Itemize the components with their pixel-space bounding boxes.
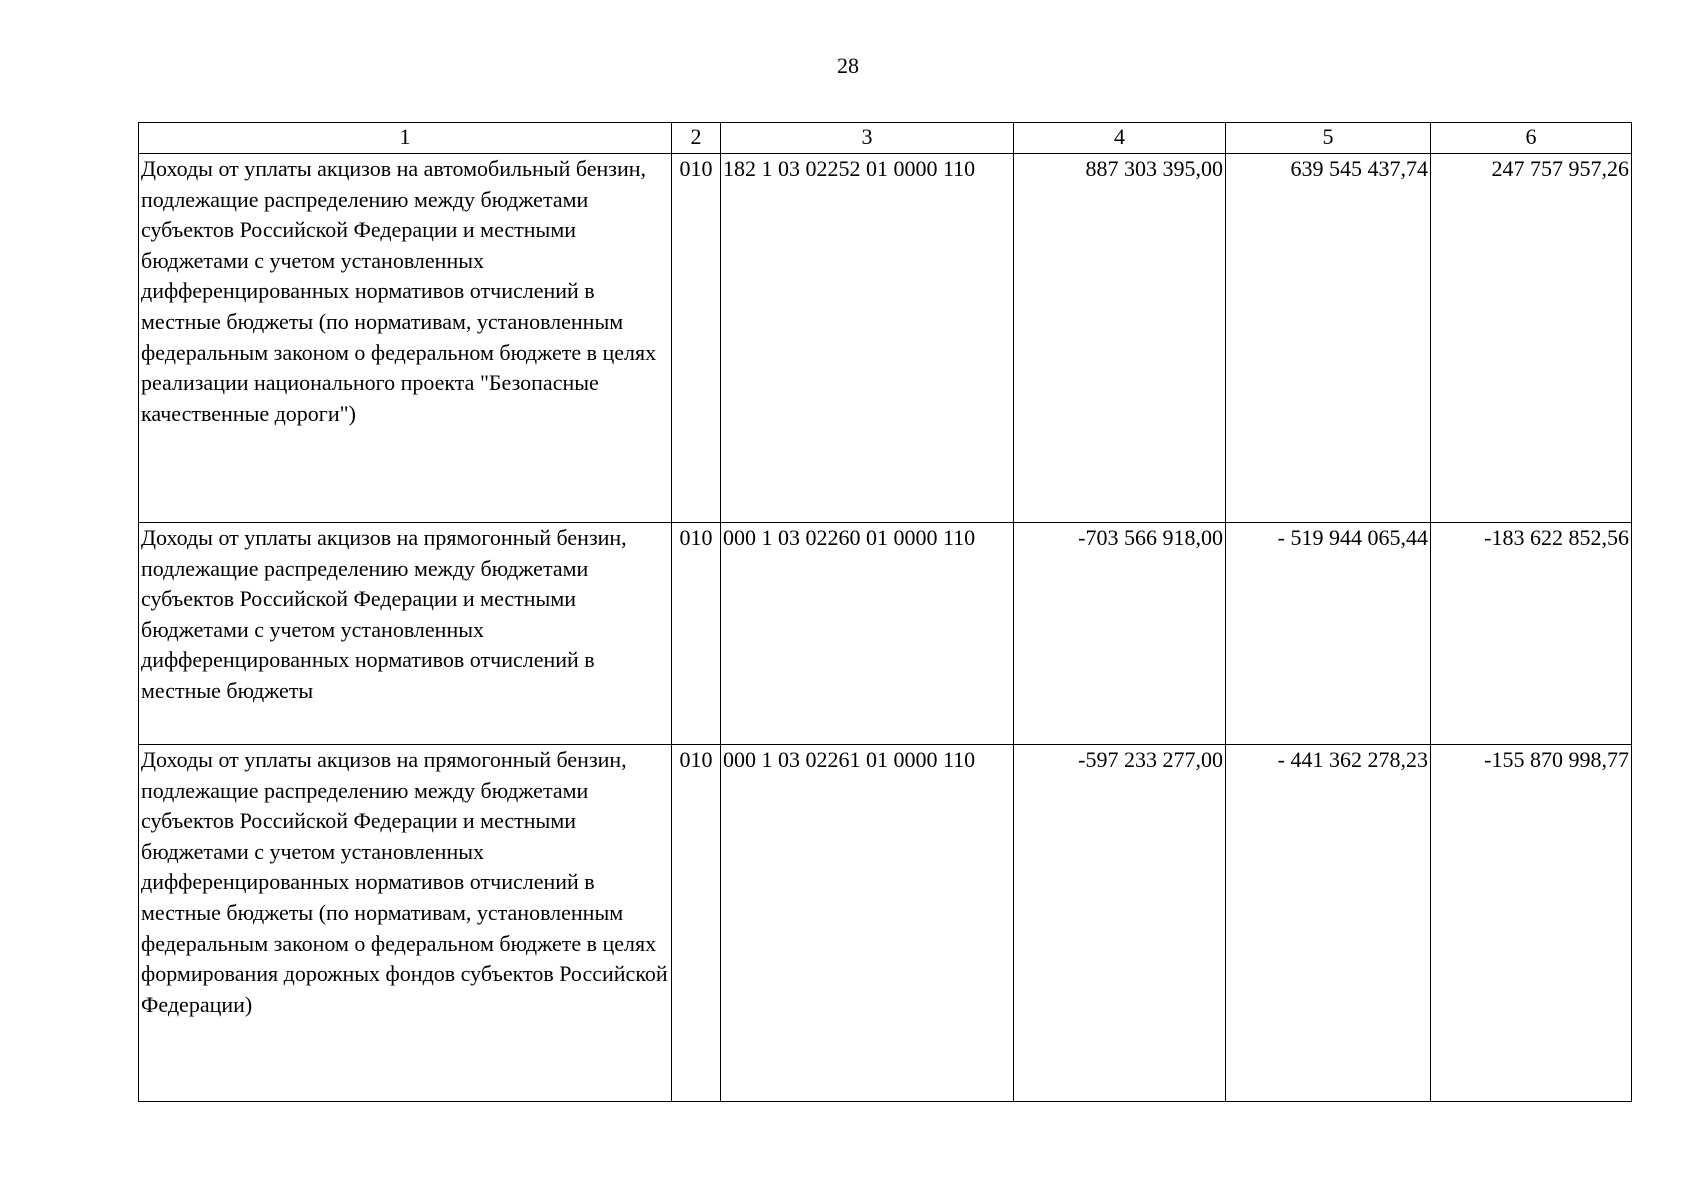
column-header: 5 bbox=[1226, 123, 1431, 154]
column-header: 1 bbox=[139, 123, 672, 154]
table-header-row bbox=[139, 123, 1632, 154]
row-col4-amount-cell: -597 233 277,00 bbox=[1014, 745, 1226, 1102]
row-col6-amount-cell: -155 870 998,77 bbox=[1431, 745, 1632, 1102]
table-row bbox=[139, 745, 1632, 1102]
table-row bbox=[139, 523, 1632, 745]
row-line-code-cell: 010 bbox=[672, 745, 721, 1102]
row-col4-amount-cell: -703 566 918,00 bbox=[1014, 523, 1226, 745]
row-name-cell: Доходы от уплаты акцизов на прямогонный бензин, подлежащие распределению между бюджетами субъектов Российской Федерации и местными бюджетами с учетом установленных дифференцированных нормативов отчислений в местные бюджеты bbox=[139, 523, 672, 745]
row-col6-amount-cell: -183 622 852,56 bbox=[1431, 523, 1632, 745]
page-number: 28 bbox=[837, 53, 859, 78]
column-header: 2 bbox=[672, 123, 721, 154]
row-col5-amount-cell: - 519 944 065,44 bbox=[1226, 523, 1431, 745]
budget-table bbox=[138, 122, 1632, 1102]
row-name-cell: Доходы от уплаты акцизов на автомобильный бензин, подлежащие распределению между бюджетами субъектов Российской Федерации и местными бюджетами с учетом установленных дифференцированных нормативов отчислений в местные бюджеты (по нормативам, установленным федеральным законом о федеральном бюджете в целях реализации национального проекта "Безопасные качественные дороги") bbox=[139, 154, 672, 523]
row-name-cell: Доходы от уплаты акцизов на прямогонный бензин, подлежащие распределению между бюджетами субъектов Российской Федерации и местными бюджетами с учетом установленных дифференцированных нормативов отчислений в местные бюджеты (по нормативам, установленным федеральным законом о федеральном бюджете в целях формирования дорожных фондов субъектов Российской Федерации) bbox=[139, 745, 672, 1102]
row-line-code-cell: 010 bbox=[672, 523, 721, 745]
column-header: 6 bbox=[1431, 123, 1632, 154]
row-col5-amount-cell: - 441 362 278,23 bbox=[1226, 745, 1431, 1102]
row-col6-amount-cell: 247 757 957,26 bbox=[1431, 154, 1632, 523]
row-budget-code-cell: 000 1 03 02260 01 0000 110 bbox=[721, 523, 1014, 745]
column-header: 3 bbox=[721, 123, 1014, 154]
row-line-code-cell: 010 bbox=[672, 154, 721, 523]
row-budget-code-cell: 182 1 03 02252 01 0000 110 bbox=[721, 154, 1014, 523]
column-header: 4 bbox=[1014, 123, 1226, 154]
row-col5-amount-cell: 639 545 437,74 bbox=[1226, 154, 1431, 523]
row-col4-amount-cell: 887 303 395,00 bbox=[1014, 154, 1226, 523]
row-budget-code-cell: 000 1 03 02261 01 0000 110 bbox=[721, 745, 1014, 1102]
table-row bbox=[139, 154, 1632, 523]
